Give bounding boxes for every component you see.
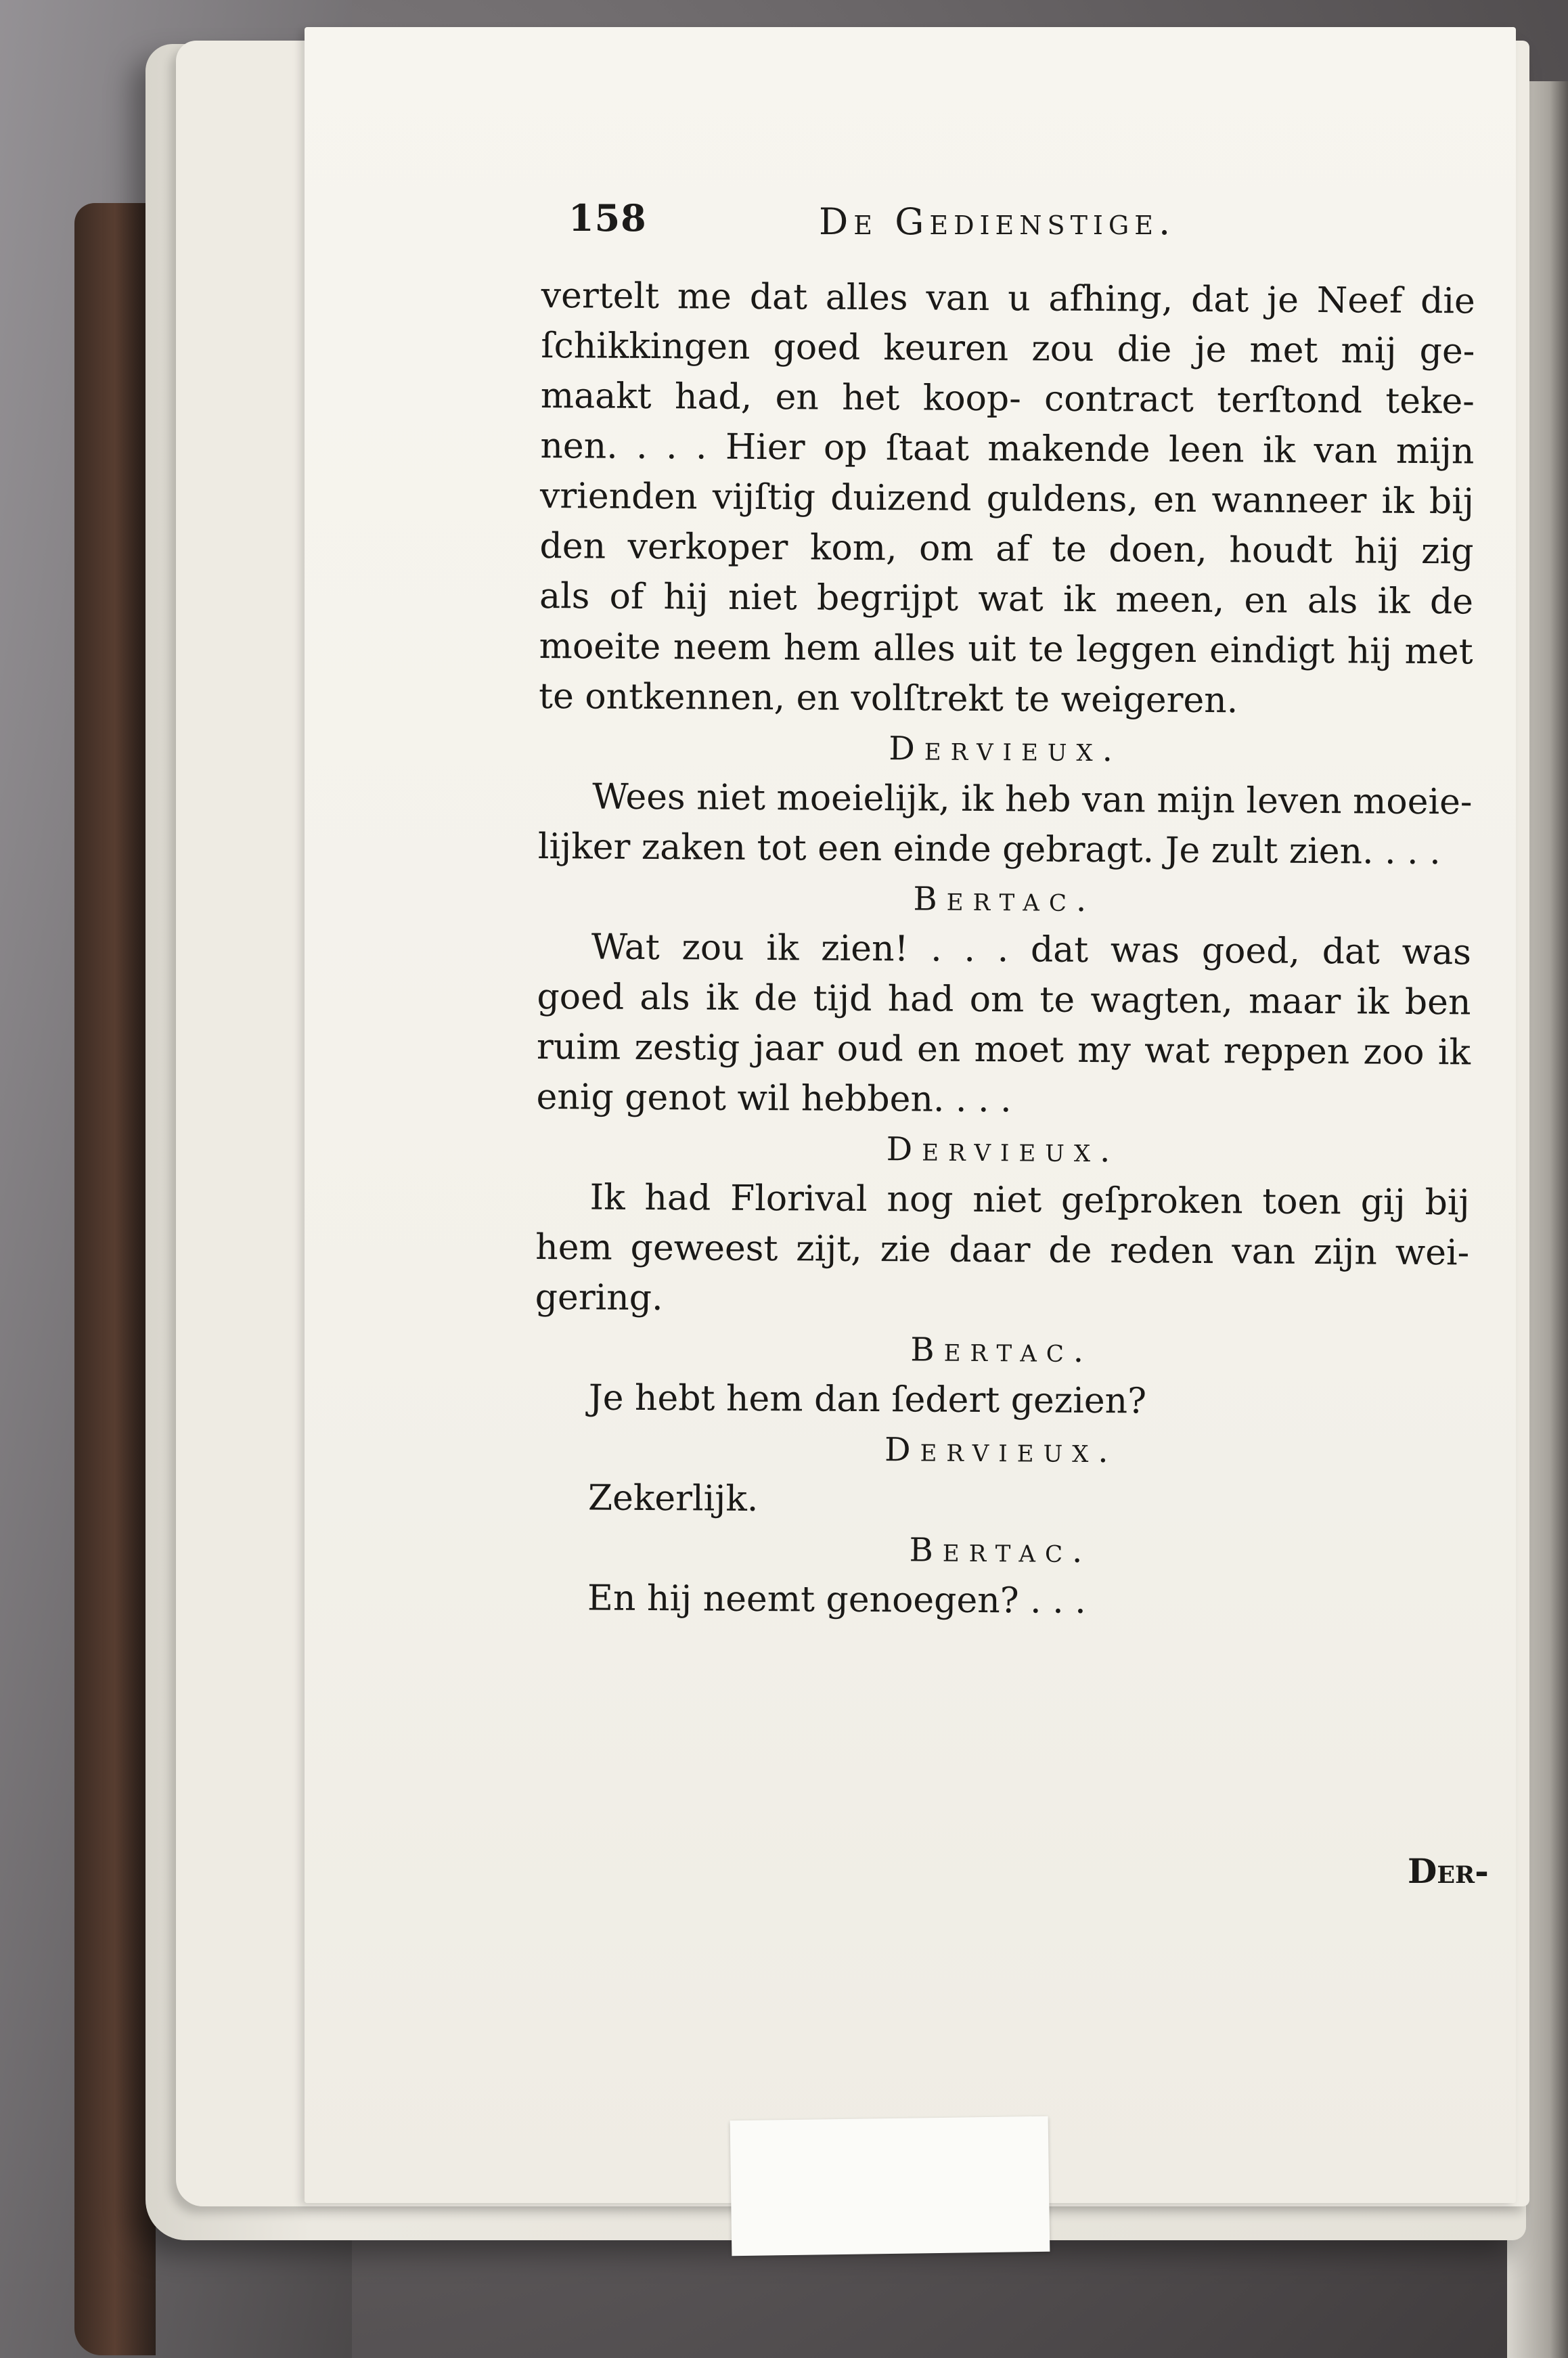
page-number: 158 <box>568 196 647 240</box>
text-line: En hij neemt genoegen? . . . <box>587 1578 1086 1622</box>
text-line: ſchikkingen goed keuren zou die je met mij ge- <box>541 325 1475 372</box>
text-line: nen. . . . Hier op ſtaat makende leen ik van mijn <box>540 425 1475 472</box>
text-line: Wees niet moeielijk, ik heb van mijn leven moeie- <box>592 776 1473 823</box>
text-line: moeite neem hem alles uit te leggen eindigt hij met <box>539 625 1473 673</box>
paragraph-2 <box>538 772 1473 877</box>
text-line: te ontkennen, en volſtrekt te weigeren. <box>538 675 1238 721</box>
paragraph-4 <box>535 1172 1470 1328</box>
running-title: De Gedienstige. <box>819 200 1176 243</box>
speaker-name: Dervieux. <box>886 1130 1120 1170</box>
paragraph-1 <box>539 271 1475 727</box>
page-text <box>533 271 1475 1628</box>
speaker-name: Dervieux. <box>884 1431 1118 1471</box>
text-line: vertelt me dat alles van u afhing, dat je Neef die <box>541 275 1475 322</box>
running-head <box>568 196 1421 250</box>
text-line: Zekerlijk. <box>587 1477 759 1519</box>
speaker-name: Dervieux. <box>889 730 1123 770</box>
text-line: lijker zaken tot een einde gebragt. Je zult zien. . . . <box>537 826 1441 873</box>
paper-slip <box>730 2116 1050 2256</box>
text-line: vrienden vijſtig duizend guldens, en wanneer ik bij <box>539 475 1475 522</box>
speaker-name: Bertac. <box>909 1531 1092 1571</box>
text-line: gering. <box>535 1276 663 1319</box>
speaker-name: Bertac. <box>913 880 1096 920</box>
text-line: hem geweest zijt, zie daar de reden van zijn wei- <box>535 1226 1470 1274</box>
speaker-name: Bertac. <box>910 1331 1094 1371</box>
text-line: als of hij niet begrijpt wat ik meen, en als ik de <box>539 575 1474 623</box>
paragraph-3 <box>536 922 1471 1128</box>
text-line: den verkoper kom, om af te doen, houdt hij zig <box>539 525 1474 573</box>
catchword: Der- <box>1408 1851 1489 1891</box>
text-line: Je hebt hem dan ſedert gezien? <box>588 1377 1147 1422</box>
text-line: enig genot wil hebben. . . . <box>536 1076 1012 1121</box>
text-line: maakt had, en het koop- contract terſtond teke- <box>540 375 1475 422</box>
text-line: ruim zestig jaar oud en moet my wat reppen zoo ik <box>536 1026 1471 1073</box>
text-line: goed als ik de tijd had om te wagten, maar ik ben <box>537 976 1471 1023</box>
text-line: Ik had Florival nog niet geſproken toen gij bij <box>589 1177 1470 1224</box>
book-binding <box>74 203 156 2355</box>
text-line: Wat zou ik zien! . . . dat was goed, dat was <box>591 927 1472 973</box>
